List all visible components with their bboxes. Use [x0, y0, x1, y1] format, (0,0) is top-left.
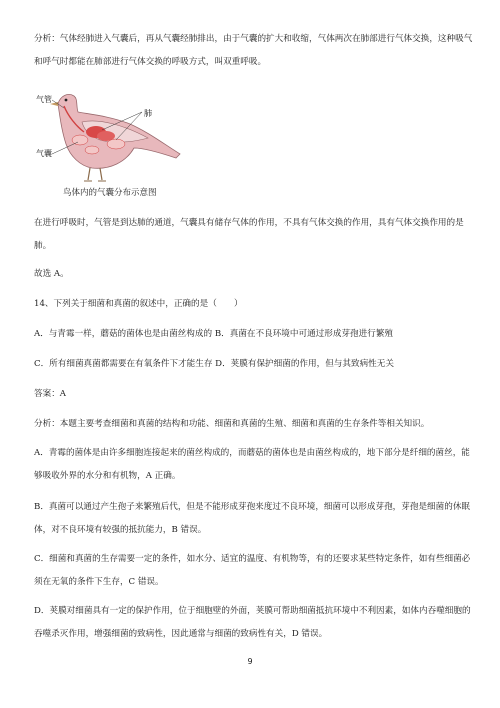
question-14-stem: 14、下列关于细菌和真菌的叙述中，正确的是（ ） — [34, 299, 243, 309]
analysis-paragraph-top: 分析：气体经肺进入气囊后，再从气囊经肺排出，由于气囊的扩大和收缩，气体两次在肺部进行气体交换，这种吸气和呼气时都能在肺部进行气体交换的呼吸方式，叫双重呼吸。 — [34, 34, 473, 67]
explanation-a: A．青霉的菌体是由许多细胞连接起来的菌丝构成的，而蘑菇的菌体也是由菌丝构成的，地下部分是纤细的菌丝，能够吸收外界的水分和有机物，A 正确。 — [34, 448, 470, 481]
explanation-d: D．荚膜对细菌具有一定的保护作用，位于细胞壁的外面，荚膜可帮助细菌抵抗环境中不利因素，如体内吞噬细胞的吞噬杀灭作用，增强细菌的致病性，因此通常与细菌的致病性有关，D 错误。 — [34, 606, 471, 639]
bird-air-sac-figure — [30, 82, 190, 200]
explanation-b: B．真菌可以通过产生孢子来繁殖后代，但是不能形成芽孢来度过不良环境，细菌可以形成芽孢，芽孢是细菌的休眠体，对不良环境有较强的抵抗能力，B 错误。 — [34, 502, 471, 535]
bird-illustration — [30, 82, 190, 186]
question-14-analysis: 分析：本题主要考查细菌和真菌的结构和功能、细菌和真菌的生殖、细菌和真菌的生存条件等相关知识。 — [34, 419, 430, 429]
label-lung: 肺 — [144, 109, 152, 118]
label-trachea: 气管 — [36, 95, 52, 104]
explanation-c: C．细菌和真菌的生存需要一定的条件，如水分、适宜的温度、有机物等，有的还要求某些特定条件，如有些细菌必须在无氧的条件下生存，C 错误。 — [34, 554, 471, 587]
label-air-sac: 气囊 — [36, 149, 52, 158]
page-number: 9 — [247, 657, 253, 666]
question-14-options-cd: C．所有细菌真菌都需要在有氧条件下才能生存 D．荚膜有保护细菌的作用，但与其致病性无关 — [34, 359, 394, 369]
question-14-options-ab: A．与青霉一样，蘑菇的菌体也是由菌丝构成的 B．真菌在不良环境中可通过形成芽孢进行繁殖 — [34, 329, 394, 339]
figure-caption: 鸟体内的气囊分布示意图 — [63, 188, 157, 198]
breathing-paragraph: 在进行呼吸时，气管是到达肺的通道，气囊具有储存气体的作用，不具有气体交换的作用，具有气体交换作用的是肺。 — [34, 218, 464, 251]
answer-choice-line: 故选 A。 — [34, 269, 69, 279]
question-14-answer: 答案：A — [34, 389, 66, 399]
